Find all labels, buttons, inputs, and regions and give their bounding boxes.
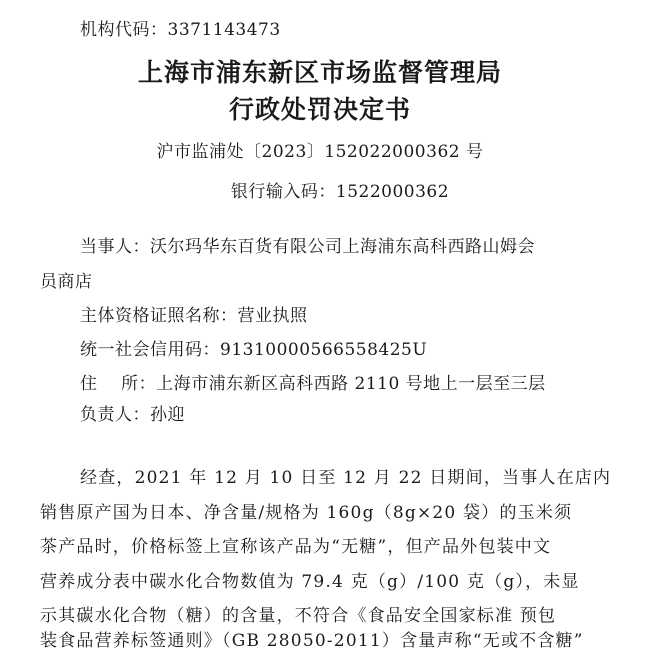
document-number: 沪市监浦处〔2023〕152022000362 号 <box>156 142 484 162</box>
body-line: 茶产品时，价格标签上宣称该产品为“无糖”，但产品外包装中文 <box>40 537 552 557</box>
credit-code: 统一社会信用码：91310000566558425U <box>80 340 428 360</box>
party-name-line1: 当事人：沃尔玛华东百货有限公司上海浦东高科西路山姆会 <box>80 237 535 257</box>
license-name: 主体资格证照名称：营业执照 <box>80 306 308 326</box>
body-line: 营养成分表中碳水化合物数值为 79.4 克（g）/100 克（g），未显 <box>40 572 580 592</box>
body-line: 销售原产国为日本、净含量/规格为 160g（8g×20 袋）的玉米须 <box>40 503 573 523</box>
org-code: 机构代码：3371143473 <box>80 20 281 40</box>
responsible-person: 负责人：孙迎 <box>80 405 185 425</box>
body-line: 示其碳水化合物（糖）的含量，不符合《食品安全国家标准 预包 <box>40 606 557 626</box>
bank-input-code: 银行输入码：1522000362 <box>230 182 450 202</box>
address: 住 所：上海市浦东新区高科西路 2110 号地上一层至三层 <box>80 374 546 394</box>
document-title-line2: 行政处罚决定书 <box>228 95 411 124</box>
body-line: 经查，2021 年 12 月 10 日至 12 月 22 日期间，当事人在店内 <box>80 468 612 488</box>
body-line: 装食品营养标签通则》（GB 28050-2011）含量声称“无或不含糖” <box>40 631 584 651</box>
party-name-line2: 员商店 <box>40 272 93 292</box>
document-title-line1: 上海市浦东新区市场监督管理局 <box>137 58 502 87</box>
